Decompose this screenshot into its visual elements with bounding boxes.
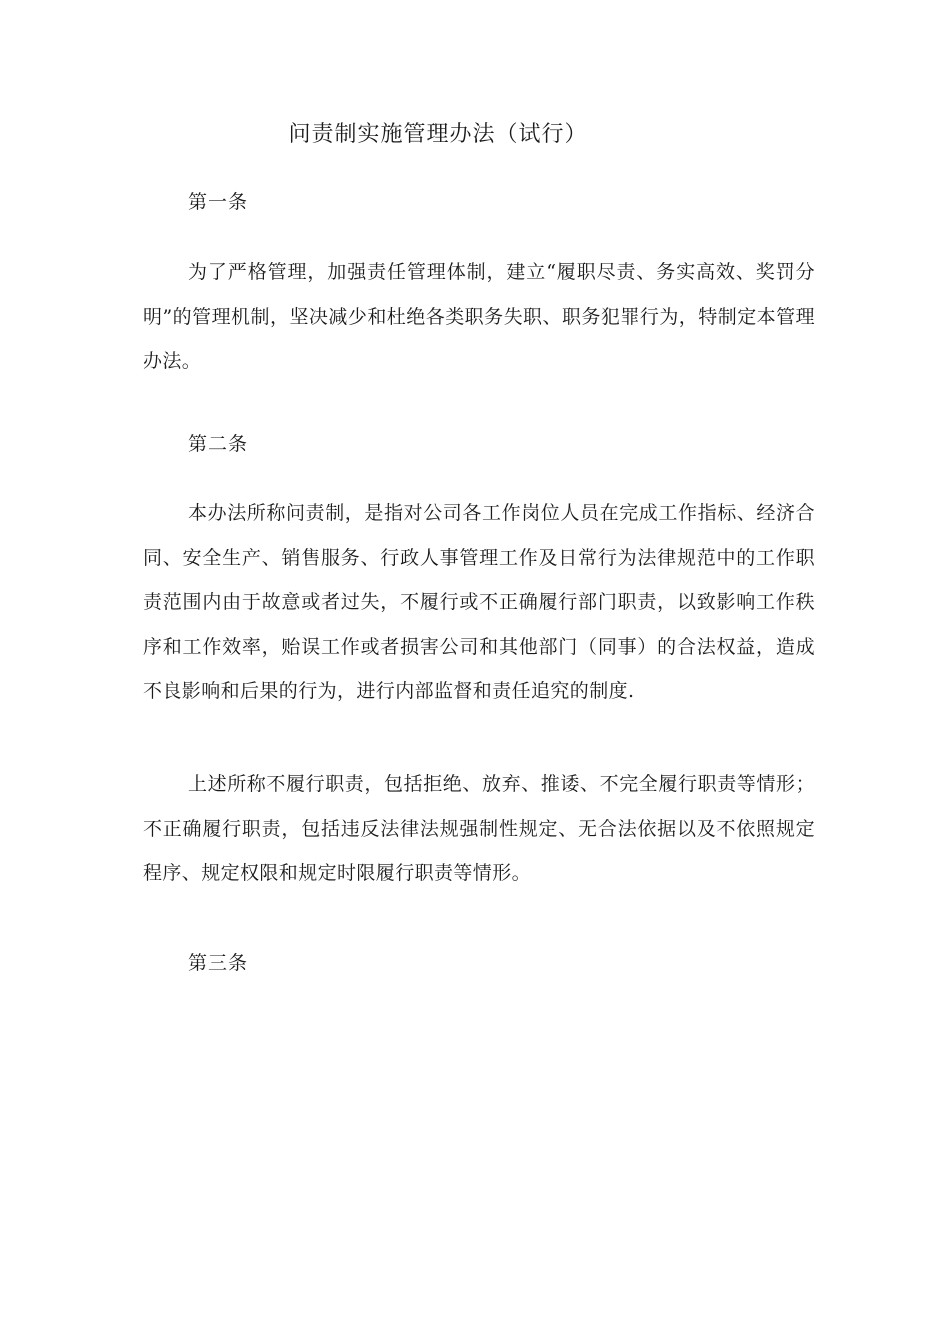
article-1-heading: 第一条 [188,191,249,213]
article-2-paragraph-1: 本办法所称问责制，是指对公司各工作岗位人员在完成工作指标、经济合同、安全生产、销售服务、行政人事管理工作及日常行为法律规范中的工作职责范围内由于故意或者过失，不履行或不正确履行部门职责，以致影响工作秩序和工作效率，贻误工作或者损害公司和其他部门（同事）的合法权益，造成不良影响和后果的行为，进行内部监督和责任追究的制度. [143,502,815,703]
article-2-heading: 第二条 [188,433,249,455]
article-3-heading: 第三条 [188,952,249,974]
article-2-paragraph-2: 上述所称不履行职责，包括拒绝、放弃、推诿、不完全履行职责等情形；不正确履行职责，包括违反法律法规强制性规定、无合法依据以及不依照规定程序、规定权限和规定时限履行职责等情形。 [143,773,815,885]
article-1-paragraph-1: 为了严格管理，加强责任管理体制，建立“履职尽责、务实高效、奖罚分明”的管理机制，坚决减少和杜绝各类职务失职、职务犯罪行为，特制定本管理办法。 [143,261,815,373]
document-title: 问责制实施管理办法（试行） [288,122,588,147]
